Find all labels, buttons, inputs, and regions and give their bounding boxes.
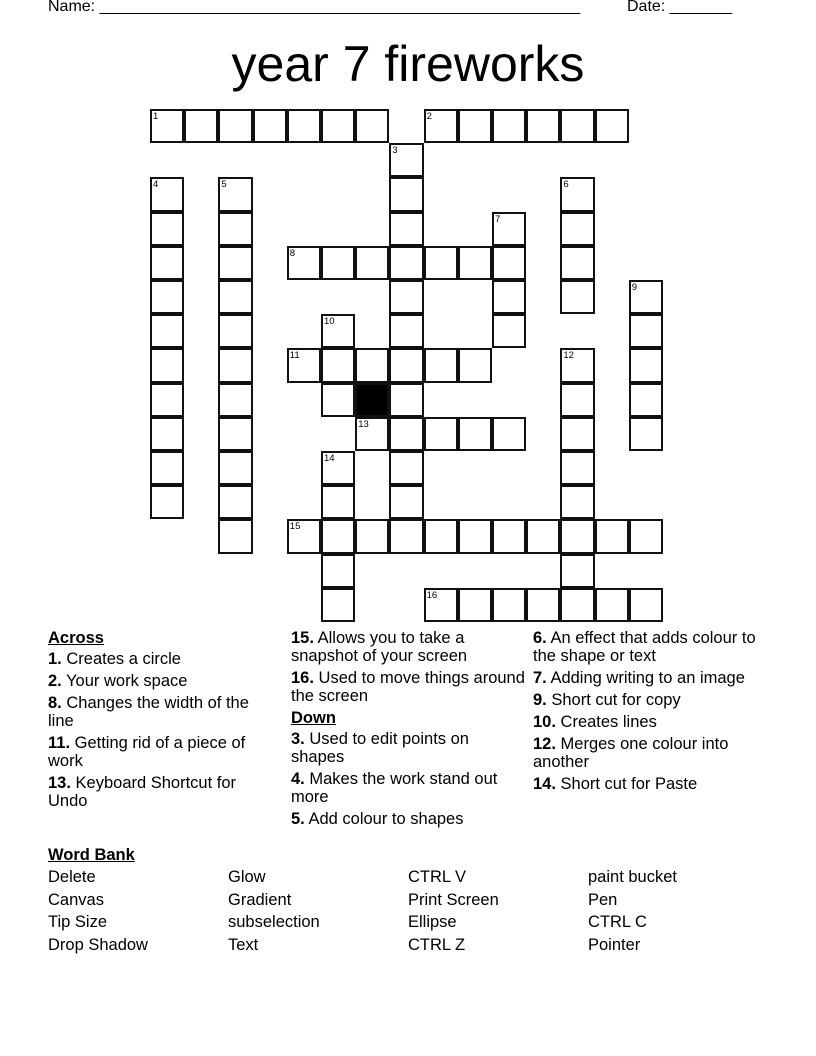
grid-cell[interactable] <box>321 348 355 382</box>
word-bank-item: Pen <box>588 890 618 909</box>
grid-cell[interactable] <box>560 417 594 451</box>
grid-cell[interactable] <box>560 212 594 246</box>
grid-cell[interactable] <box>287 246 321 280</box>
clue-across-11: 11. Getting rid of a piece of work <box>48 734 246 770</box>
grid-cell[interactable] <box>389 417 423 451</box>
grid-cell[interactable] <box>458 588 492 622</box>
grid-cell[interactable] <box>287 109 321 143</box>
grid-cell[interactable] <box>424 109 458 143</box>
grid-cell[interactable] <box>560 519 594 553</box>
clue-across-1: 1. Creates a circle <box>48 650 181 668</box>
clue-number: 9 <box>631 282 638 293</box>
grid-cell[interactable] <box>492 314 526 348</box>
grid-cell[interactable] <box>560 348 594 382</box>
word-bank-row <box>48 936 768 959</box>
clue-across-16: 16. Used to move things around the screen <box>291 669 525 705</box>
clue-number: 5 <box>221 179 227 191</box>
clue-down-3: 3. Used to edit points on shapes <box>291 730 469 766</box>
grid-cell[interactable] <box>321 246 355 280</box>
grid-cell[interactable] <box>526 109 560 143</box>
word-bank <box>48 868 768 959</box>
word-bank-item: paint bucket <box>588 868 677 886</box>
grid-cell[interactable] <box>389 212 423 246</box>
grid-cell[interactable] <box>458 109 492 143</box>
grid-cell[interactable] <box>458 246 492 280</box>
clue-number: 14 <box>324 453 335 464</box>
grid-cell[interactable] <box>355 109 389 143</box>
grid-cell[interactable] <box>389 485 423 519</box>
crossword-grid <box>151 110 665 624</box>
across-heading: Across <box>48 629 104 647</box>
grid-cell[interactable] <box>389 143 423 177</box>
word-bank-item: Pointer <box>588 936 641 955</box>
grid-cell[interactable] <box>218 314 252 348</box>
word-bank-item: Drop Shadow <box>48 936 148 955</box>
grid-cell[interactable] <box>389 280 423 314</box>
grid-cell[interactable] <box>629 519 663 553</box>
grid-cell[interactable] <box>629 280 663 314</box>
grid-cell[interactable] <box>389 177 423 211</box>
grid-cell[interactable] <box>629 588 663 622</box>
grid-cell[interactable] <box>389 246 423 280</box>
clue-number: 10 <box>324 316 335 328</box>
clue-number: 4 <box>153 179 159 191</box>
word-bank-item: CTRL C <box>588 913 647 932</box>
clue-down-4: 4. Makes the work stand out more <box>291 770 498 806</box>
grid-cell[interactable] <box>150 383 184 417</box>
grid-cell[interactable] <box>150 177 184 211</box>
grid-cell[interactable] <box>492 417 526 451</box>
grid-cell[interactable] <box>595 588 629 622</box>
clue-across-13: 13. Keyboard Shortcut for Undo <box>48 774 237 810</box>
clue-number: 1 <box>153 111 159 122</box>
grid-cell[interactable] <box>458 348 492 382</box>
word-bank-row <box>48 891 768 914</box>
grid-cell[interactable] <box>218 383 252 417</box>
grid-cell[interactable] <box>321 314 355 348</box>
grid-cell[interactable] <box>458 417 492 451</box>
word-bank-item: Canvas <box>48 890 104 909</box>
word-bank-heading: Word Bank <box>48 846 135 864</box>
grid-cell[interactable] <box>560 109 594 143</box>
word-bank-item: Delete <box>48 868 96 886</box>
grid-cell[interactable] <box>150 417 184 451</box>
grid-cell[interactable] <box>150 109 184 143</box>
clue-across-8: 8. Changes the width of the line <box>48 694 249 730</box>
grid-cell[interactable] <box>287 348 321 382</box>
grid-cell[interactable] <box>218 417 252 451</box>
grid-cell[interactable] <box>492 280 526 314</box>
grid-cell[interactable] <box>150 451 184 485</box>
grid-cell[interactable] <box>321 485 355 519</box>
grid-cell[interactable] <box>424 519 458 553</box>
clue-number: 7 <box>495 213 501 225</box>
grid-cell[interactable] <box>492 246 526 280</box>
grid-cell[interactable] <box>389 314 423 348</box>
grid-cell[interactable] <box>492 588 526 622</box>
grid-cell[interactable] <box>150 246 184 280</box>
grid-cell[interactable] <box>287 519 321 553</box>
grid-cell[interactable] <box>218 519 252 553</box>
grid-cell[interactable] <box>492 212 526 246</box>
grid-cell[interactable] <box>424 588 458 622</box>
clue-down-7: 7. Adding writing to an image <box>533 669 745 687</box>
grid-cell[interactable] <box>492 109 526 143</box>
name-field-label: Name: ______________________________________________________ <box>48 0 581 15</box>
grid-cell[interactable] <box>218 451 252 485</box>
grid-cell[interactable] <box>321 109 355 143</box>
clue-down-10: 10. Creates lines <box>533 713 657 731</box>
grid-cell[interactable] <box>218 212 252 246</box>
word-bank-item: Ellipse <box>408 913 457 932</box>
grid-cell[interactable] <box>321 519 355 553</box>
word-bank-item: Gradient <box>228 890 292 909</box>
word-bank-item: Glow <box>228 868 266 886</box>
grid-cell[interactable] <box>355 246 389 280</box>
grid-cell[interactable] <box>355 417 389 451</box>
clues-column-2 <box>291 629 526 832</box>
grid-cell[interactable] <box>629 417 663 451</box>
grid-cell[interactable] <box>253 109 287 143</box>
grid-cell[interactable] <box>321 554 355 588</box>
grid-cell[interactable] <box>321 451 355 485</box>
grid-cell[interactable] <box>560 485 594 519</box>
grid-cell[interactable] <box>458 519 492 553</box>
grid-cell[interactable] <box>389 348 423 382</box>
down-heading: Down <box>291 709 336 727</box>
grid-cell[interactable] <box>218 485 252 519</box>
clue-number: 13 <box>358 418 369 430</box>
grid-cell[interactable] <box>355 519 389 553</box>
grid-cell[interactable] <box>560 177 594 211</box>
word-bank-item: Tip Size <box>48 913 107 932</box>
grid-cell[interactable] <box>184 109 218 143</box>
word-bank-item: Text <box>228 936 259 955</box>
clue-down-14: 14. Short cut for Paste <box>533 775 698 793</box>
grid-cell[interactable] <box>560 554 594 588</box>
clues-column-1 <box>48 629 278 814</box>
grid-cell[interactable] <box>150 280 184 314</box>
clue-number: 11 <box>289 350 300 362</box>
clue-across-2: 2. Your work space <box>48 672 188 690</box>
grid-cell[interactable] <box>560 383 594 417</box>
clue-number: 6 <box>563 179 569 191</box>
grid-cell[interactable] <box>218 280 252 314</box>
black-cell <box>355 383 389 417</box>
clue-number: 2 <box>426 111 432 122</box>
grid-cell[interactable] <box>526 588 560 622</box>
clue-number: 15 <box>289 521 301 533</box>
clue-down-12: 12. Merges one colour into another <box>533 735 729 771</box>
word-bank-item: subselection <box>228 913 320 932</box>
grid-cell[interactable] <box>218 246 252 280</box>
clue-down-9: 9. Short cut for copy <box>533 691 681 709</box>
word-bank-item: CTRL V <box>408 868 467 886</box>
word-bank-item: Print Screen <box>408 890 499 909</box>
grid-cell[interactable] <box>321 588 355 622</box>
clue-down-5: 5. Add colour to shapes <box>291 810 464 828</box>
grid-cell[interactable] <box>629 314 663 348</box>
clue-number: 12 <box>563 350 574 362</box>
grid-cell[interactable] <box>424 348 458 382</box>
clue-number: 8 <box>289 247 296 259</box>
grid-cell[interactable] <box>150 212 184 246</box>
clue-across-15: 15. Allows you to take a snapshot of your screen <box>291 629 468 665</box>
grid-cell[interactable] <box>492 519 526 553</box>
grid-cell[interactable] <box>218 177 252 211</box>
grid-cell[interactable] <box>218 348 252 382</box>
grid-cell[interactable] <box>150 314 184 348</box>
grid-cell[interactable] <box>560 588 594 622</box>
grid-cell[interactable] <box>424 417 458 451</box>
grid-cell[interactable] <box>526 519 560 553</box>
grid-cell[interactable] <box>321 383 355 417</box>
word-bank-row <box>48 868 768 891</box>
date-field-label: Date: _______ <box>627 0 732 15</box>
clue-down-6: 6. An effect that adds colour to the shape or text <box>533 629 756 665</box>
clue-number: 3 <box>392 145 398 157</box>
grid-cell[interactable] <box>595 109 629 143</box>
grid-cell[interactable] <box>424 246 458 280</box>
grid-cell[interactable] <box>389 451 423 485</box>
grid-cell[interactable] <box>389 519 423 553</box>
grid-cell[interactable] <box>150 348 184 382</box>
grid-cell[interactable] <box>218 109 252 143</box>
grid-cell[interactable] <box>560 280 594 314</box>
clue-number: 16 <box>426 589 438 601</box>
grid-cell[interactable] <box>629 348 663 382</box>
grid-cell[interactable] <box>560 451 594 485</box>
page-title: year 7 fireworks <box>231 36 585 92</box>
grid-cell[interactable] <box>560 246 594 280</box>
clues-column-3 <box>533 629 783 797</box>
grid-cell[interactable] <box>150 485 184 519</box>
word-bank-item: CTRL Z <box>408 936 466 955</box>
grid-cell[interactable] <box>355 348 389 382</box>
grid-cell[interactable] <box>389 383 423 417</box>
grid-cell[interactable] <box>595 519 629 553</box>
grid-cell[interactable] <box>629 383 663 417</box>
word-bank-row <box>48 913 768 936</box>
